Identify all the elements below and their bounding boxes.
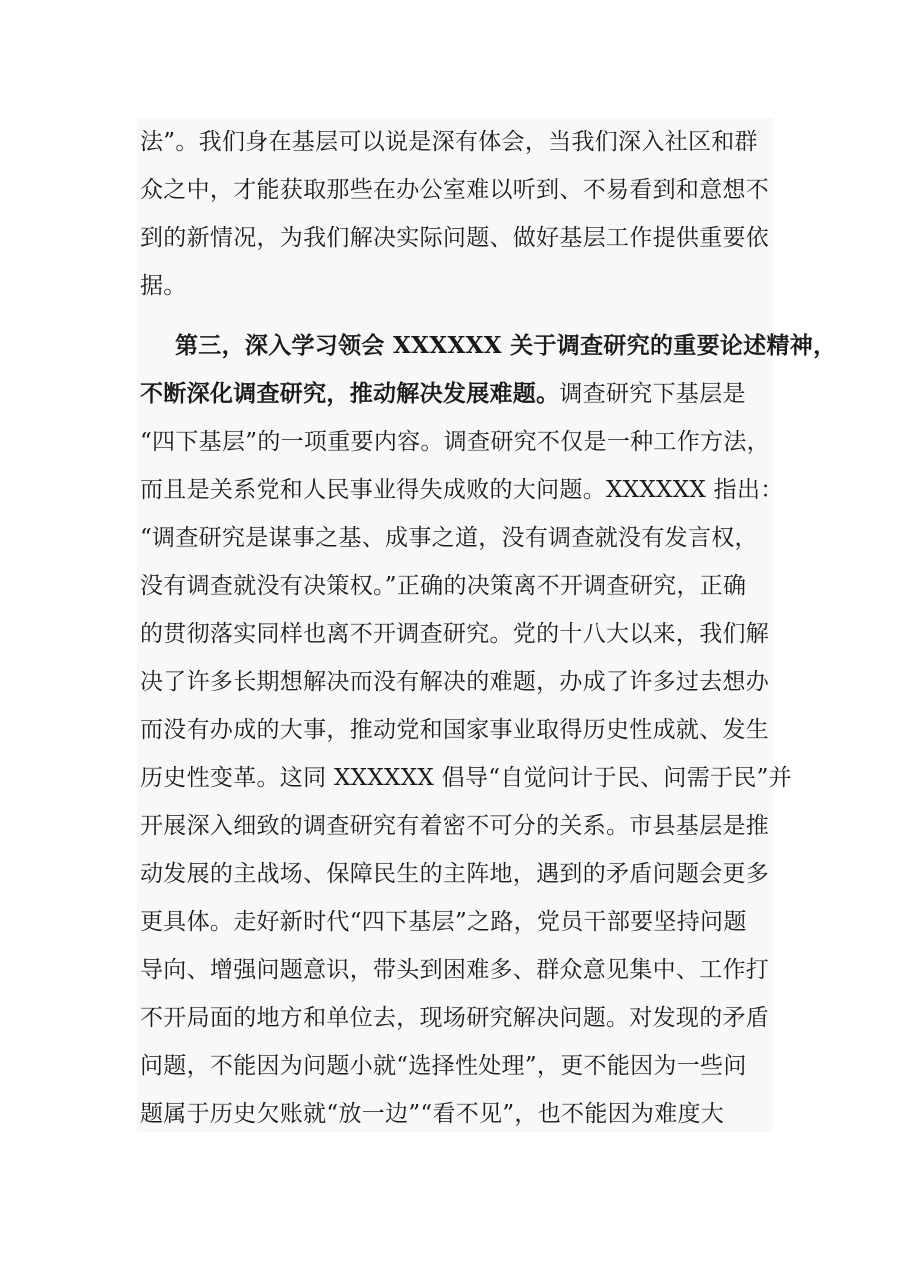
text-line: 的贯彻落实同样也离不开调查研究。党的十八大以来，我们解	[140, 621, 770, 647]
section-heading-continuation: 不断深化调查研究，推动解决发展难题。	[140, 380, 560, 407]
text-line: 到的新情况，为我们解决实际问题、做好基层工作提供重要依	[140, 225, 770, 251]
heading-continuation-line	[140, 370, 780, 418]
text-line: 没有调查就没有决策权。”正确的决策离不开调查研究，正确	[140, 573, 747, 599]
text-line: “调查研究是谋事之基、成事之道，没有调查就没有发言权，	[140, 525, 758, 551]
text-line: 开展深入细致的调查研究有着密不可分的关系。市县基层是推	[140, 813, 770, 839]
body-text: 调查研究下基层是	[559, 381, 746, 407]
text-line: 题属于历史欠账就“放一边”“看不见”，也不能因为难度大	[140, 1101, 725, 1127]
text-line: 法”。我们身在基层可以说是深有体会，当我们深入社区和群	[140, 129, 758, 155]
text-line: 动发展的主战场、保障民生的主阵地，遇到的矛盾问题会更多	[140, 861, 770, 887]
text-line: “四下基层”的一项重要内容。调查研究不仅是一种工作方法，	[140, 429, 770, 455]
section-heading: 第三，深入学习领会 XXXXXX 关于调查研究的重要论述精神，	[175, 332, 837, 359]
text-line: 不开局面的地方和单位去，现场研究解决问题。对发现的矛盾	[140, 1005, 770, 1031]
text-line: 众之中，才能获取那些在办公室难以听到、不易看到和意想不	[140, 177, 770, 203]
text-line: 决了许多长期想解决而没有解决的难题，办成了许多过去想办	[140, 669, 770, 695]
text-line: 问题，不能因为问题小就“选择性处理”，更不能因为一些问	[140, 1053, 747, 1079]
text-line: 历史性变革。这同 XXXXXX 倡导“自觉问计于民、问需于民”并	[140, 765, 792, 791]
text-line: 导向、增强问题意识，带头到困难多、群众意见集中、工作打	[140, 957, 770, 983]
text-line: 据。	[140, 273, 187, 299]
text-line: 而没有办成的大事，推动党和国家事业取得历史性成就、发生	[140, 717, 770, 743]
text-line: 更具体。走好新时代“四下基层”之路，党员干部要坚持问题	[140, 909, 747, 935]
text-line: 而且是关系党和人民事业得失成败的大问题。XXXXXX 指出：	[140, 477, 784, 503]
